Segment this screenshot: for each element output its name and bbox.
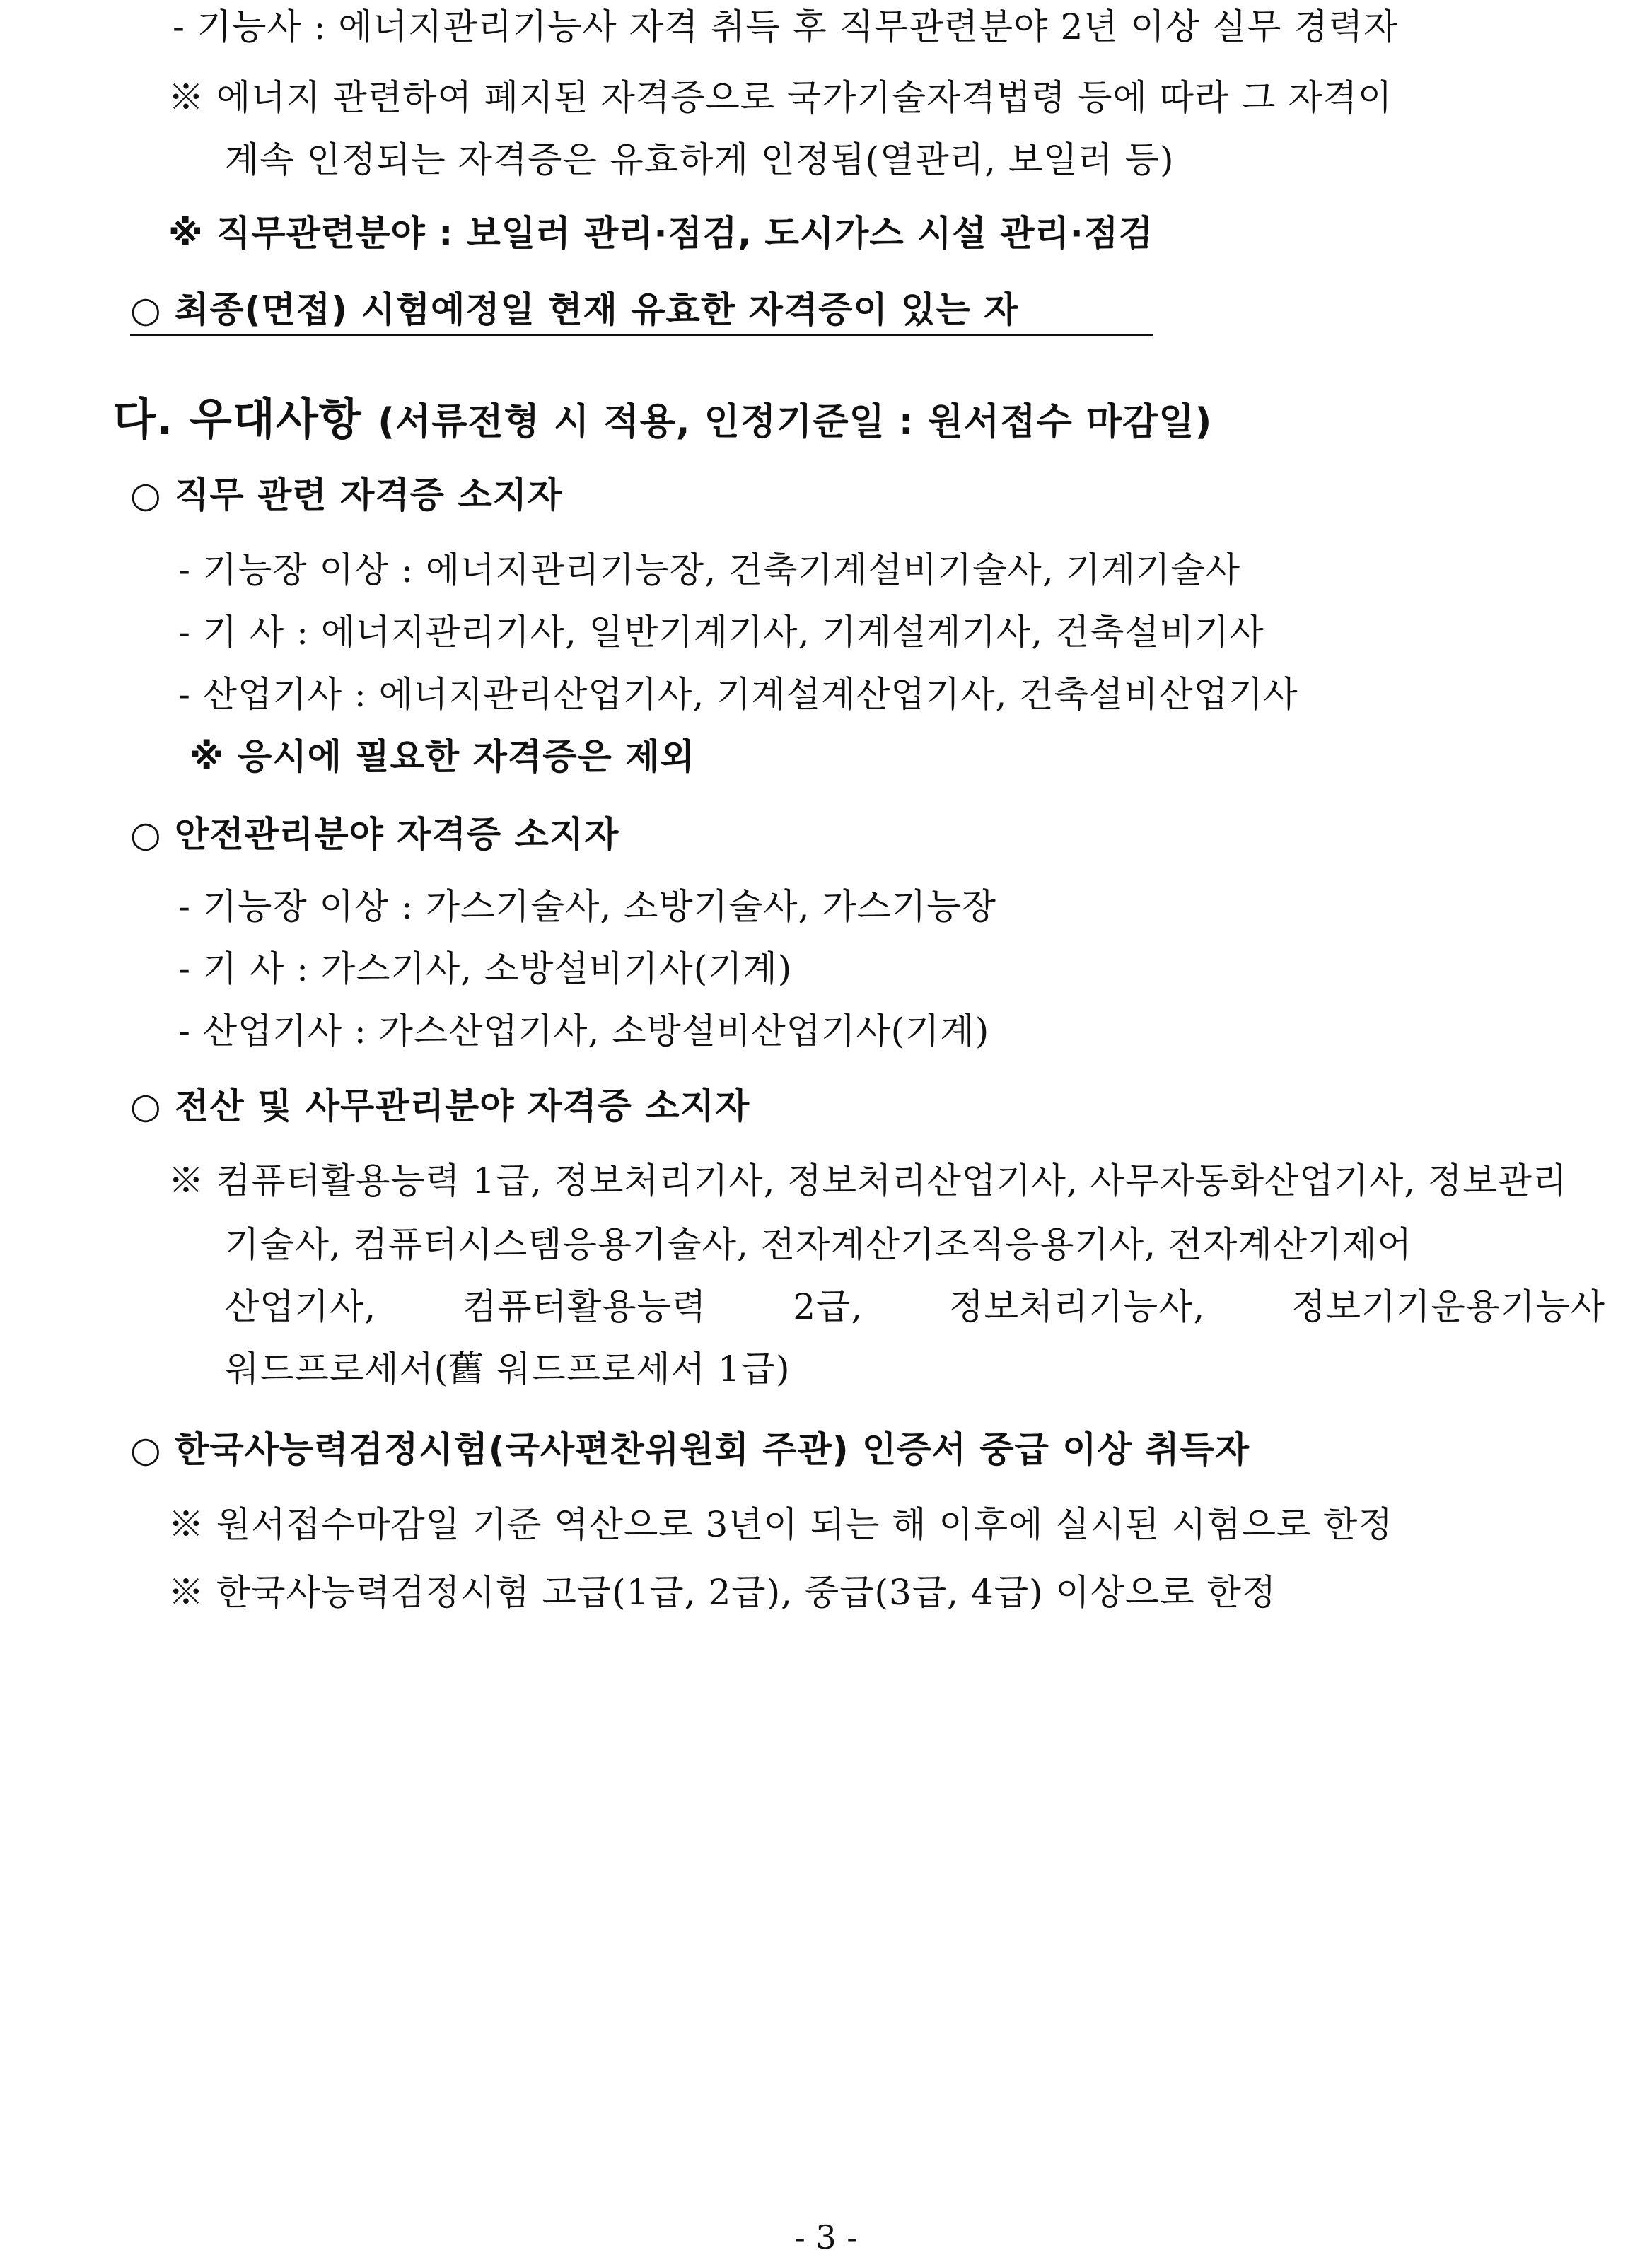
job-related-industrial-engineer: - 산업기사 : 에너지관리산업기사, 기계설계산업기사, 건축설비산업기사 bbox=[178, 674, 1298, 715]
section-heading-preferences bbox=[113, 393, 1212, 448]
safety-master-level: - 기능장 이상 : 가스기술사, 소방기술사, 가스기능장 bbox=[178, 886, 996, 927]
section-heading-title: 다. 우대사항 bbox=[113, 393, 362, 445]
page-number: - 3 - bbox=[794, 2218, 858, 2256]
job-related-master-level: - 기능장 이상 : 에너지관리기능장, 건축기계설비기술사, 기계기술사 bbox=[178, 549, 1240, 590]
item-job-related-certificates: ○ 직무 관련 자격증 소지자 bbox=[130, 474, 563, 515]
underline bbox=[130, 334, 1153, 336]
note-excluded-certificates: ※ 응시에 필요한 자격증은 제외 bbox=[190, 736, 695, 777]
item-korean-history-exam: ○ 한국사능력검정시험(국사편찬위원회 주관) 인증서 중급 이상 취득자 bbox=[130, 1429, 1250, 1470]
it-cert-word: 산업기사, bbox=[225, 1286, 377, 1327]
safety-industrial-engineer: - 산업기사 : 가스산업기사, 소방설비산업기사(기계) bbox=[178, 1010, 990, 1051]
it-cert-word: 정보기기운용기능사 bbox=[1291, 1286, 1605, 1327]
it-cert-word: 컴퓨터활용능력 bbox=[463, 1286, 707, 1327]
it-certificates-line-4: 워드프로세서(舊 워드프로세서 1급) bbox=[225, 1348, 791, 1389]
note-related-fields: ※ 직무관련분야 : 보일러 관리·점검, 도시가스 시설 관리·점검 bbox=[168, 213, 1154, 254]
it-cert-word: 정보처리기능사, bbox=[949, 1286, 1206, 1327]
note-exam-period-limit: ※ 원서접수마감일 기준 역산으로 3년이 되는 해 이후에 실시된 시험으로 한정 bbox=[168, 1504, 1393, 1545]
it-certificates-line-1: ※ 컴퓨터활용능력 1급, 정보처리기사, 정보처리산업기사, 사무자동화산업기사, 정보관리 bbox=[168, 1160, 1568, 1201]
note-abolished-certificates: ※ 에너지 관련하여 폐지된 자격증으로 국가기술자격법령 등에 따라 그 자격이 bbox=[168, 77, 1393, 118]
note-exam-grade-limit: ※ 한국사능력검정시험 고급(1급, 2급), 중급(3급, 4급) 이상으로 한정 bbox=[168, 1572, 1277, 1613]
section-heading-subtitle: (서류전형 시 적용, 인정기준일 : 원서접수 마감일) bbox=[378, 401, 1213, 443]
job-related-engineer: - 기 사 : 에너지관리기사, 일반기계기사, 기계설계기사, 건축설비기사 bbox=[178, 612, 1264, 653]
it-certificates-line-3 bbox=[225, 1286, 1605, 1328]
qualification-craftsman-line: - 기능사 : 에너지관리기능사 자격 취득 후 직무관련분야 2년 이상 실무 경력자 bbox=[173, 6, 1399, 47]
safety-engineer: - 기 사 : 가스기사, 소방설비기사(기계) bbox=[178, 948, 793, 989]
it-cert-word: 2급, bbox=[793, 1286, 863, 1327]
valid-certificate-requirement: ○ 최종(면접) 시험예정일 현재 유효한 자격증이 있는 자 bbox=[130, 289, 1019, 330]
it-certificates-line-2: 기술사, 컴퓨터시스템응용기술사, 전자계산기조직응용기사, 전자계산기제어 bbox=[225, 1224, 1412, 1265]
note-abolished-certificates-continued: 계속 인정되는 자격증은 유효하게 인정됨(열관리, 보일러 등) bbox=[225, 139, 1175, 180]
item-it-office-certificates: ○ 전산 및 사무관리분야 자격증 소지자 bbox=[130, 1085, 750, 1126]
item-safety-certificates: ○ 안전관리분야 자격증 소지자 bbox=[130, 814, 620, 855]
